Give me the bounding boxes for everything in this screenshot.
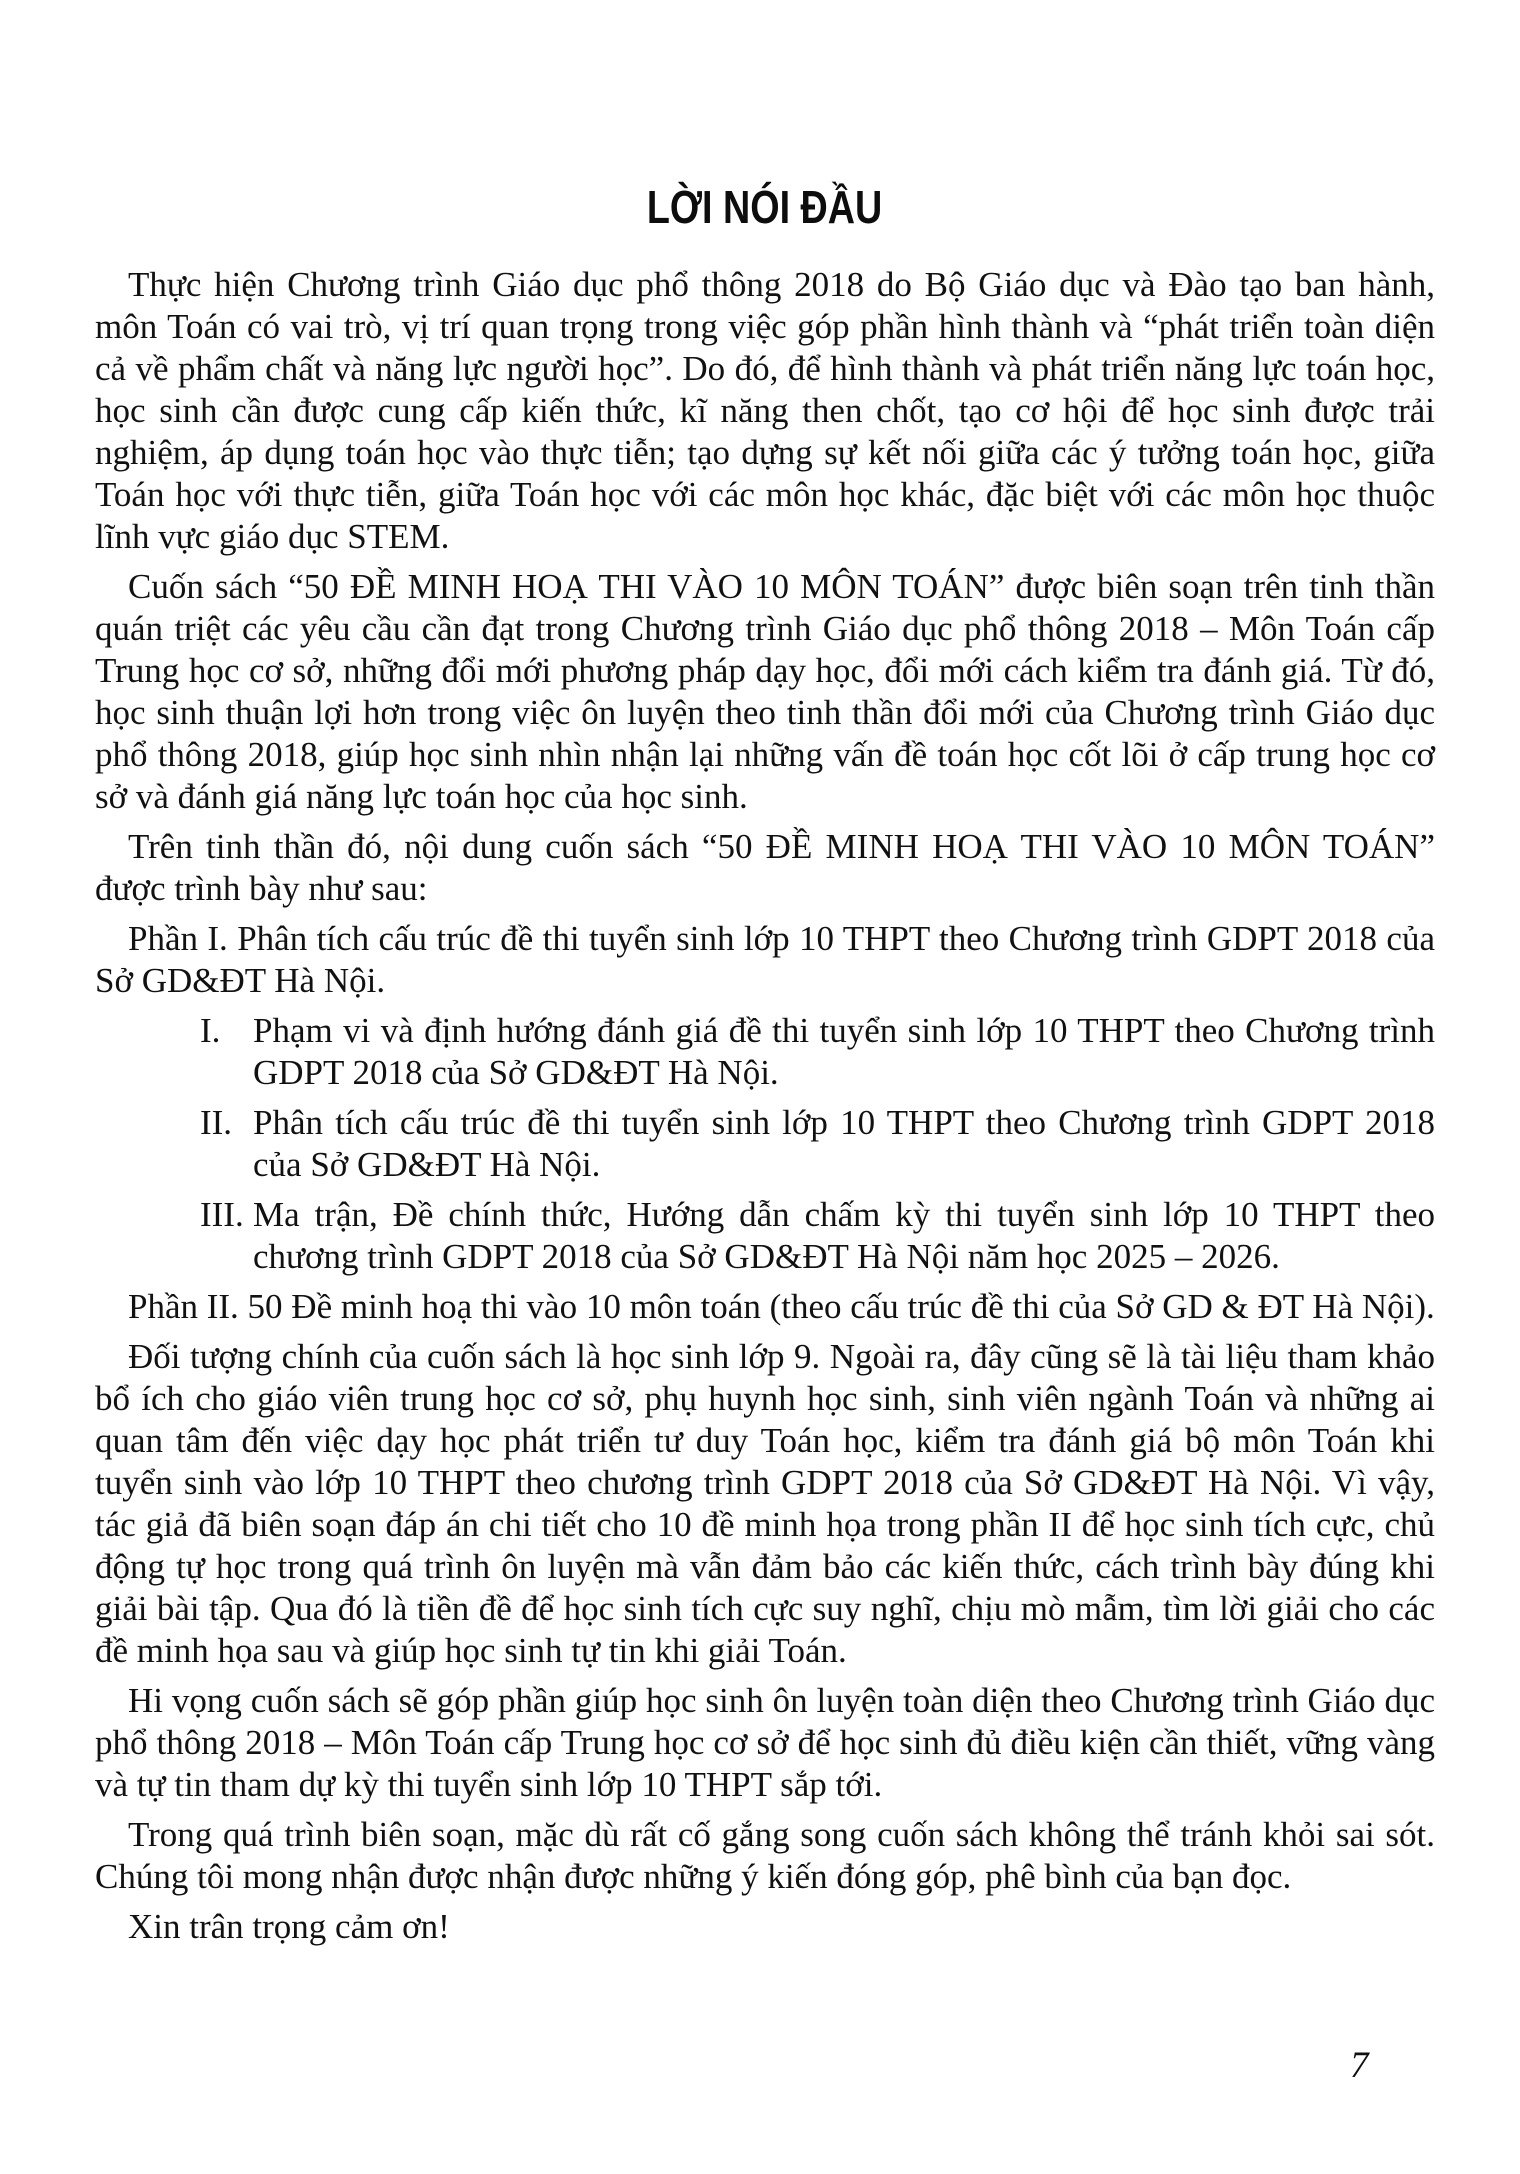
part1-roman-list — [95, 1010, 1435, 1278]
page-title — [95, 180, 1435, 234]
page-number: 7 — [1350, 2045, 1369, 2086]
paragraph-apology: Trong quá trình biên soạn, mặc dù rất cố gắng song cuốn sách không thể tránh khỏi sai sót. Chúng tôi mong nhận được nhận được những ý kiến đóng góp, phê bình của bạn đọc. — [95, 1815, 1435, 1896]
list-item — [95, 1010, 1435, 1094]
list-item — [95, 1102, 1435, 1186]
paragraph-hope: Hi vọng cuốn sách sẽ góp phần giúp học sinh ôn luyện toàn diện theo Chương trình Giáo dục phổ thông 2018 – Môn Toán cấp Trung học cơ sở để học sinh đủ điều kiện cần thiết, vững vàng và tự tin tham dự kỳ thi tuyển sinh lớp 10 THPT sắp tới. — [95, 1681, 1435, 1804]
paragraph-structure-intro: Trên tinh thần đó, nội dung cuốn sách “50 ĐỀ MINH HOẠ THI VÀO 10 MÔN TOÁN” được trình bày như sau: — [95, 827, 1435, 908]
paragraph-book-intro: Cuốn sách “50 ĐỀ MINH HOẠ THI VÀO 10 MÔN TOÁN” được biên soạn trên tinh thần quán triệt các yêu cầu cần đạt trong Chương trình Giáo dục phổ thông 2018 – Môn Toán cấp Trung học cơ sở, những đổi mới phương pháp dạy học, đổi mới cách kiểm tra đánh giá. Từ đó, học sinh thuận lợi hơn trong việc ôn luyện theo tinh thần đổi mới của Chương trình Giáo dục phổ thông 2018, giúp học sinh nhìn nhận lại những vấn đề toán học cốt lõi ở cấp trung học cơ sở và đánh giá năng lực toán học của học sinh. — [95, 567, 1435, 816]
page-title-text: LỜI NÓI ĐẦU — [647, 181, 883, 233]
list-item-text: Phân tích cấu trúc đề thi tuyển sinh lớp 10 THPT theo Chương trình GDPT 2018 của Sở GD&ĐT Hà Nội. — [253, 1103, 1435, 1184]
list-numeral: II. — [200, 1103, 233, 1142]
paragraph-audience: Đối tượng chính của cuốn sách là học sinh lớp 9. Ngoài ra, đây cũng sẽ là tài liệu tham khảo bổ ích cho giáo viên trung học cơ sở, phụ huynh học sinh, sinh viên ngành Toán và những ai quan tâm đến việc dạy học phát triển tư duy Toán học, kiểm tra đánh giá bộ môn Toán khi tuyển sinh vào lớp 10 THPT theo chương trình GDPT 2018 của Sở GD&ĐT Hà Nội. Vì vậy, tác giả đã biên soạn đáp án chi tiết cho 10 đề minh họa trong phần II để học sinh tích cực, chủ động tự học trong quá trình ôn luyện mà vẫn đảm bảo các kiến thức, cách trình bày đúng khi giải bài tập. Qua đó là tiền đề để học sinh tích cực suy nghĩ, chịu mò mẫm, tìm lời giải cho các đề minh họa sau và giúp học sinh tự tin khi giải Toán. — [95, 1337, 1435, 1670]
paragraph-part1-heading: Phần I. Phân tích cấu trúc đề thi tuyển sinh lớp 10 THPT theo Chương trình GDPT 2018 của Sở GD&ĐT Hà Nội. — [95, 919, 1435, 1000]
list-item-text: Ma trận, Đề chính thức, Hướng dẫn chấm kỳ thi tuyển sinh lớp 10 THPT theo chương trình GDPT 2018 của Sở GD&ĐT Hà Nội năm học 2025 – 2026. — [253, 1195, 1435, 1276]
page-content — [95, 180, 1435, 1956]
list-item-text: Phạm vi và định hướng đánh giá đề thi tuyển sinh lớp 10 THPT theo Chương trình GDPT 2018 của Sở GD&ĐT Hà Nội. — [253, 1011, 1435, 1092]
paragraph-intro: Thực hiện Chương trình Giáo dục phổ thông 2018 do Bộ Giáo dục và Đào tạo ban hành, môn Toán có vai trò, vị trí quan trọng trong việc góp phần hình thành và “phát triển toàn diện cả về phẩm chất và năng lực người học”. Do đó, để hình thành và phát triển năng lực toán học, học sinh cần được cung cấp kiến thức, kĩ năng then chốt, tạo cơ hội để học sinh được trải nghiệm, áp dụng toán học vào thực tiễn; tạo dựng sự kết nối giữa các ý tưởng toán học, giữa Toán học với thực tiễn, giữa Toán học với các môn học khác, đặc biệt với các môn học thuộc lĩnh vực giáo dục STEM. — [95, 265, 1435, 556]
list-item — [95, 1194, 1435, 1278]
paragraph-part2-heading: Phần II. 50 Đề minh hoạ thi vào 10 môn toán (theo cấu trúc đề thi của Sở GD & ĐT Hà Nội). — [128, 1287, 1435, 1326]
list-numeral: I. — [200, 1011, 221, 1050]
list-numeral: III. — [200, 1195, 244, 1234]
paragraph-thanks: Xin trân trọng cảm ơn! — [128, 1907, 450, 1946]
